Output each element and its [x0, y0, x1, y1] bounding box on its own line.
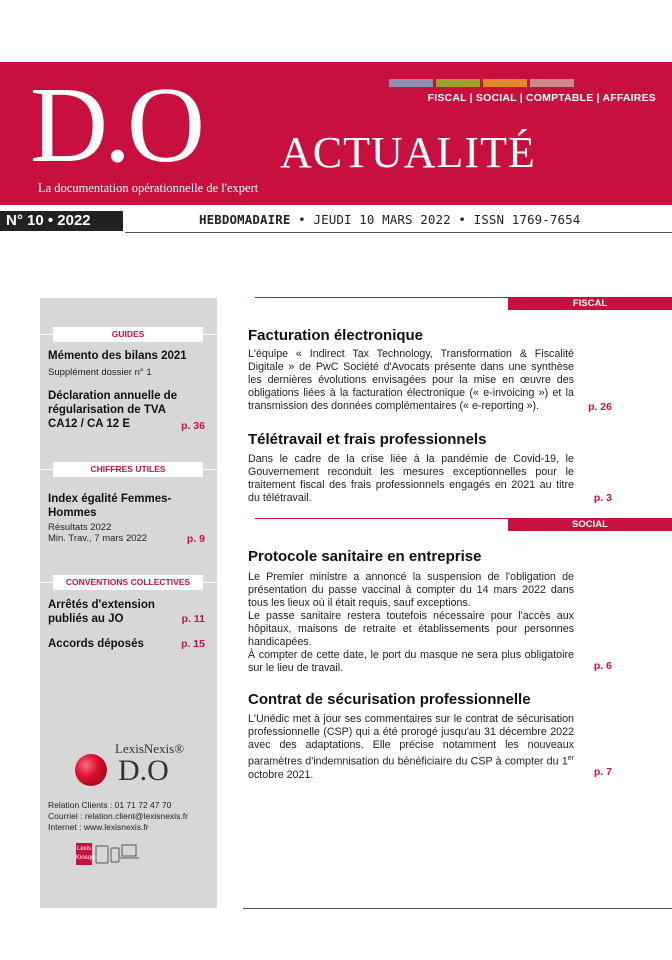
issue-divider — [125, 232, 672, 233]
declaration-title[interactable]: Déclaration annuelle de régularisation de TVA CA12 / CA 12 E — [48, 390, 178, 430]
article-body-csp — [248, 713, 574, 782]
article-body-facturation: L'équipe « Indirect Tax Technology, Transformation & Fiscalité Digitale » de PwC Société d'Avocats présente dans une synthèse les dernières évolutions envisagées pour la mise en œuvre des obligations liées à la facturation électronique (« e-invoicing ») et la transmission des données complémentaires (« e-reporting »). — [248, 348, 574, 412]
article-title-facturation[interactable]: Facturation électronique — [248, 327, 424, 344]
index-page: p. 9 — [186, 533, 205, 545]
article-paragraph: Le passe sanitaire restera toutefois nécessaire pour l'accès aux hôpitaux, maisons de retraite et établissements pour personnes handicapées. — [248, 610, 574, 648]
contact-website[interactable]: Internet : www.lexisnexis.fr — [48, 822, 149, 832]
category-bar-comptable — [483, 79, 527, 87]
article-title-protocole[interactable]: Protocole sanitaire en entreprise — [248, 548, 482, 565]
section-header-conventions: CONVENTIONS COLLECTIVES — [53, 575, 203, 590]
article-page-csp: p. 7 — [593, 766, 612, 778]
contact-email[interactable]: Courriel : relation.client@lexisnexis.fr — [48, 811, 188, 821]
bottom-divider — [243, 908, 672, 909]
article-paragraph: Le Premier ministre a annoncé la suspension de l'obligation de présentation du passe vaccinal à compter du 14 mars 2022 dans tous les lieux où il était requis, sauf exceptions. — [248, 571, 574, 609]
issue-date: JEUDI 10 MARS 2022 — [313, 212, 451, 227]
category-bar-fiscal — [389, 79, 433, 87]
article-page-protocole: p. 6 — [593, 660, 612, 672]
accords-title[interactable]: Accords déposés — [48, 638, 144, 650]
article-page-teletravail: p. 3 — [593, 492, 612, 504]
category-list: FISCAL | SOCIAL | COMPTABLE | AFFAIRES — [427, 92, 656, 104]
article-paragraph: À compter de cette date, le port du masque ne sera plus obligatoire sur le lieu de travail. — [248, 649, 574, 674]
ordinal-suffix: er — [567, 755, 574, 762]
index-source: Min. Trav., 7 mars 2022 — [48, 533, 148, 544]
lexisnexis-name: LexisNexis® — [115, 741, 185, 756]
logo-do: D.O — [30, 66, 201, 185]
article-body-teletravail: Dans le cadre de la crise liée à la pandémie de Covid-19, le Gouvernement reconduit les mesures exceptionnelles pour le traitement fiscal des frais professionnels engagés en 2021 au titre du télétravail. — [248, 453, 574, 504]
index-subtitle: Résultats 2022 — [48, 522, 112, 533]
issue-number: N° 10 • 2022 — [0, 211, 123, 231]
article-body-protocole — [248, 571, 574, 675]
lexisnexis-do: D.O — [118, 754, 169, 787]
memento-subtitle: Supplément dossier n° 1 — [48, 367, 152, 378]
lexis-kiosque-icon: Lexis Kiosque — [76, 843, 92, 865]
article-title-teletravail[interactable]: Télétravail et frais professionnels — [248, 431, 487, 448]
lexisnexis-logo-icon — [75, 754, 107, 786]
sidebar — [40, 298, 217, 908]
memento-title[interactable]: Mémento des bilans 2021 — [48, 350, 187, 362]
issue-frequency: HEBDOMADAIRE — [199, 212, 291, 227]
devices-icon — [95, 843, 140, 865]
index-title[interactable]: Index égalité Femmes-Hommes — [48, 493, 172, 519]
accords-page: p. 15 — [181, 638, 205, 650]
arretes-title[interactable]: Arrêtés d'extension publiés au JO — [48, 599, 155, 625]
article-text: L'Unédic met à jour ses commentaires sur le contrat de sécurisation professionnelle (CSP) qui a été prorogé jusqu'au 31 décembre 2022 avec des adaptations. Elle précise notamment les nouveaux paramètres d'indemnisation du bénéficiaire du CSP à compter du 1 — [248, 713, 574, 768]
article-page-facturation: p. 26 — [588, 401, 612, 413]
section-header-chiffres-utiles: CHIFFRES UTILES — [53, 462, 203, 477]
category-bar-social — [436, 79, 480, 87]
logo-actualite: ACTUALITÉ — [280, 128, 536, 177]
contact-phone: Relation Clients : 01 71 72 47 70 — [48, 800, 172, 810]
arretes-page: p. 11 — [181, 613, 205, 625]
section-header-guides: GUIDES — [53, 327, 203, 342]
article-title-csp[interactable]: Contrat de sécurisation professionnelle — [248, 691, 531, 708]
separator: • — [298, 212, 306, 227]
section-tag-fiscal: FISCAL — [508, 297, 672, 310]
article-text: octobre 2021. — [248, 768, 314, 781]
separator: • — [458, 212, 466, 227]
issue-issn: ISSN 1769-7654 — [473, 212, 581, 227]
category-bar-affaires — [530, 79, 574, 87]
issue-info — [199, 212, 580, 227]
tagline: La documentation opérationnelle de l'expert — [38, 181, 259, 195]
section-tag-social: SOCIAL — [508, 518, 672, 531]
declaration-page: p. 36 — [181, 420, 205, 432]
